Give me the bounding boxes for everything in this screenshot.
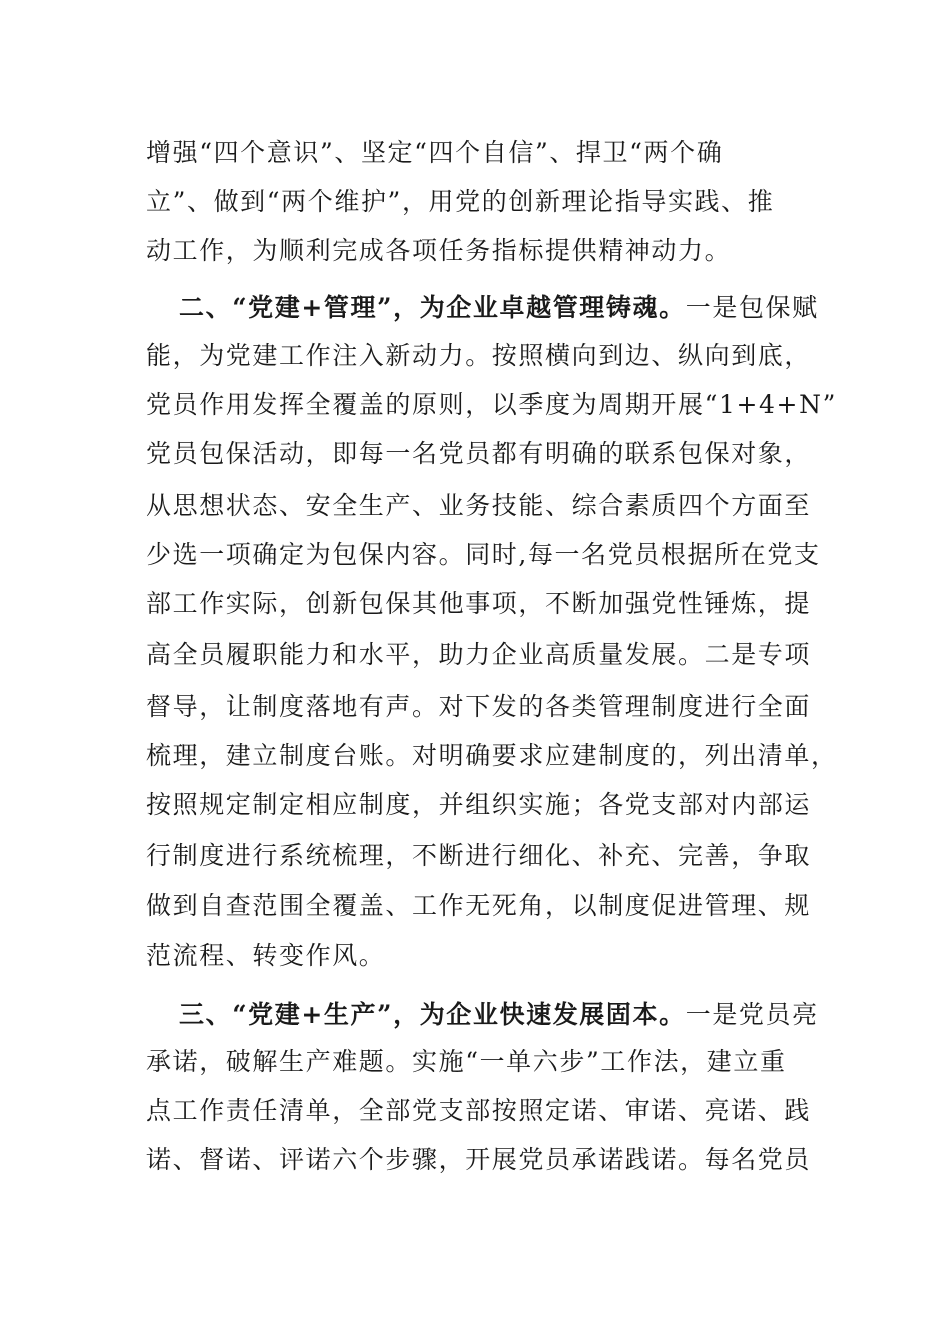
text-line: 范流程、转变作风。	[146, 941, 386, 970]
paragraph-first-line	[179, 293, 819, 323]
text-line: 从思想状态、安全生产、业务技能、综合素质四个方面至	[146, 491, 812, 520]
text-line: 党员作用发挥全覆盖的原则，以季度为周期开展“1+4+N”	[146, 390, 837, 419]
text-line: 行制度进行系统梳理，不断进行细化、补充、完善，争取	[146, 841, 812, 870]
text-line: 督导，让制度落地有声。对下发的各类管理制度进行全面	[146, 692, 812, 721]
text-line: 梳理，建立制度台账。对明确要求应建制度的，列出清单，	[146, 741, 838, 770]
text-line: 诺、督诺、评诺六个步骤，开展党员承诺践诺。每名党员	[146, 1145, 812, 1174]
text-line: 增强“四个意识”、坚定“四个自信”、捍卫“两个确	[146, 138, 724, 167]
paragraph-first-line	[179, 1000, 819, 1030]
section-heading: 三、“党建+生产”，为企业快速发展固本。	[179, 1000, 686, 1029]
text-run: 一是包保赋	[685, 293, 819, 322]
text-line: 高全员履职能力和水平，助力企业高质量发展。二是专项	[146, 640, 812, 669]
text-line: 少选一项确定为包保内容。同时,每一名党员根据所在党支	[146, 540, 821, 569]
text-line: 点工作责任清单，全部党支部按照定诺、审诺、亮诺、践	[146, 1096, 812, 1125]
text-line: 能，为党建工作注入新动力。按照横向到边、纵向到底，	[146, 341, 812, 370]
text-run: 一是党员亮	[685, 1000, 819, 1029]
text-line: 做到自查范围全覆盖、工作无死角，以制度促进管理、规	[146, 891, 812, 920]
text-line: 立”、做到“两个维护”，用党的创新理论指导实践、推	[146, 187, 775, 216]
text-line: 动工作，为顺利完成各项任务指标提供精神动力。	[146, 236, 732, 265]
text-line: 按照规定制定相应制度，并组织实施；各党支部对内部运	[146, 790, 812, 819]
text-line: 党员包保活动，即每一名党员都有明确的联系包保对象，	[146, 439, 812, 468]
section-heading: 二、“党建+管理”，为企业卓越管理铸魂。	[179, 293, 686, 322]
text-line: 部工作实际，创新包保其他事项，不断加强党性锤炼，提	[146, 589, 812, 618]
text-line: 承诺，破解生产难题。实施“一单六步”工作法，建立重	[146, 1047, 787, 1076]
